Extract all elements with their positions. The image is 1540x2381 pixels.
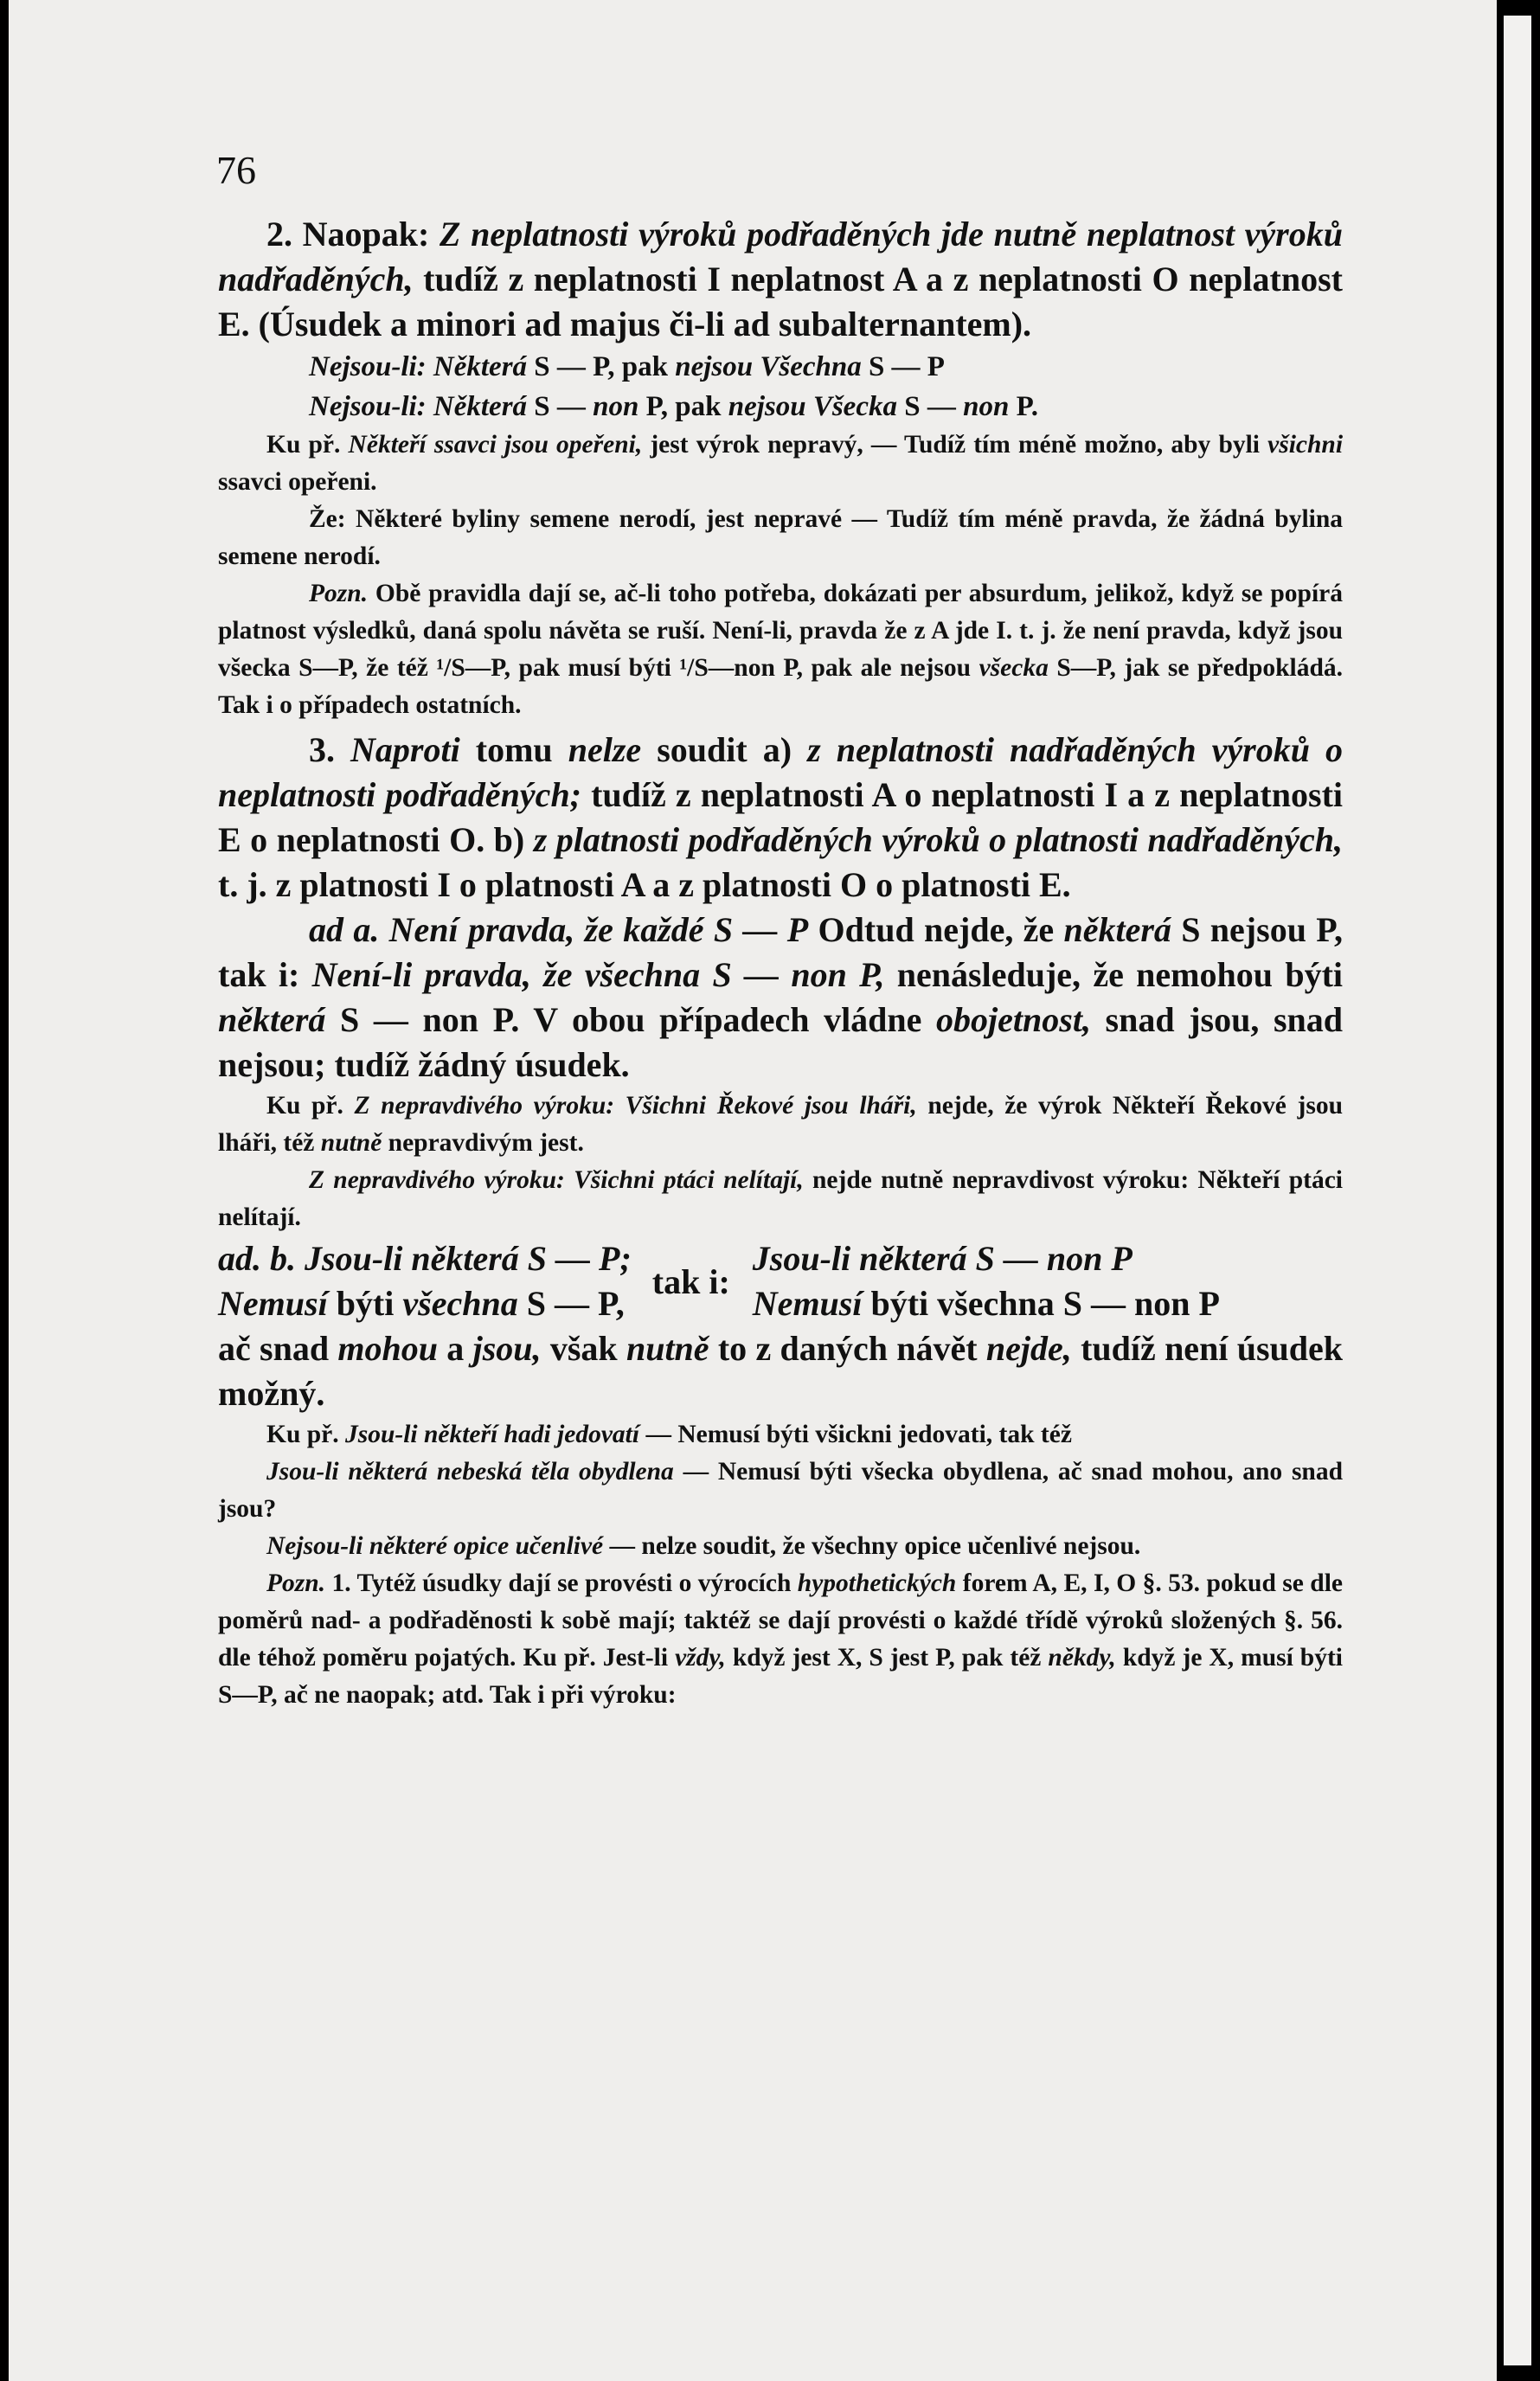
example-line-1: Nejsou-li: Některá S — P, pak nejsou Všechna S — P [309, 351, 945, 382]
example-hadi: Ku př. Jsou-li někteří hadi jedovatí — Nemusí býti všickni jedovati, tak též [266, 1421, 1072, 1448]
example-ptaci: Z nepravdivého výroku: Všichni ptáci nelítají, nejde nutně nepravdivost výroku: Někteří ptáci nelítají. [218, 1166, 1343, 1231]
note-2: Pozn. 1. Tytéž úsudky dají se provésti o výrocích hypothetických forem A, E, I, O §. 53. pokud se dle poměrů nad- a podřaděnosti k sobě mají; taktéž se dají provésti o každé třídě výroků složených §. 56. dle téhož poměru pojatých. Ku př. Jest-li vždy, když jest X, S jest P, pak též někdy, když je X, musí býti S—P, ač ne naopak; atd. Tak i při výroku: [218, 1569, 1343, 1709]
note-1: Pozn. Obě pravidla dají se, ač-li toho potřeba, dokázati per absurdum, jelikož, když se popírá platnost výsledků, daná spolu návěta se ruší. Není-li, pravda že z A jde I. t. j. že není pravda, když jsou všecka S—P, že též ¹/S—P, pak musí býti ¹/S—non P, pak ale nejsou všecka S—P, jak se předpokládá. Tak i o případech ostatních. [218, 580, 1343, 719]
page-text [218, 212, 1343, 1714]
example-ku-pr: Ku př. Někteří ssavci jsou opeřeni, jest výrok nepravý, — Tudíž tím méně možno, aby byli všichni ssavci opeřeni. [218, 431, 1344, 496]
paragraph-3: 3. Naproti tomu nelze soudit a) z neplatnosti nadřaděných výroků o neplatnosti podřaděných; tudíž z neplatnosti A o neplatnosti I a z neplatnosti E o neplatnosti O. b) z platnosti podřaděných výroků o platnosti nadřaděných, t. j. z platnosti I o platnosti A a z platnosti O o platnosti E. [218, 730, 1344, 904]
example-line-2: Nejsou-li: Některá S — non P, pak nejsou Všecka S — non P. [309, 391, 1038, 422]
ad-b-middle: tak i: [651, 1261, 730, 1301]
example-ze: Že: Některé byliny semene nerodí, jest nepravé — Tudíž tím méně pravda, že žádná bylina semene nerodí. [218, 505, 1343, 570]
ad-b-right-2: Nemusí býti všechna S — non P [752, 1284, 1220, 1323]
page-number: 76 [216, 148, 256, 192]
ad-b-left-2: Nemusí býti všechna S — P, [218, 1284, 625, 1323]
paragraph-ad-b-conclusion: ač snad mohou a jsou, však nutně to z daných návět nejde, tudíž není úsudek možný. [218, 1329, 1344, 1413]
example-opice: Nejsou-li některé opice učenlivé — nelze soudit, že všechny opice učenlivé nejsou. [266, 1532, 1141, 1560]
example-rekove: Ku př. Z nepravdivého výroku: Všichni Řekové jsou lháři, nejde, že výrok Někteří Řekové jsou lháři, též nutně nepravdivým jest. [218, 1092, 1343, 1157]
paragraph-ad-a: ad a. Není pravda, že každé S — P Odtud nejde, že některá S nejsou P, tak i: Není-li pravda, že všechna S — non P, nenásleduje, že nemohou býti některá S — non P. V obou případech vládne obojetnost, snad jsou, snad nejsou; tudíž žádný úsudek. [218, 910, 1344, 1084]
paragraph-2: 2. Naopak: Z neplatnosti výroků podřaděných jde nutně neplatnost výroků nadřaděných, tudíž z neplatnosti I neplatnost A a z neplatnosti O neplatnost E. (Úsudek a minori ad majus či-li ad subalternantem). [218, 215, 1343, 343]
ad-b-schema [218, 1236, 1343, 1326]
ad-b-right-1: Jsou-li některá S — non P [752, 1239, 1133, 1278]
example-nebeska-tela: Jsou-li některá nebeská těla obydlena — Nemusí býti všecka obydlena, ač snad mohou, ano snad jsou? [218, 1458, 1343, 1523]
ad-b-left-1: ad. b. Jsou-li některá S — P; [218, 1239, 632, 1278]
adjacent-page-edge [1504, 16, 1531, 2365]
